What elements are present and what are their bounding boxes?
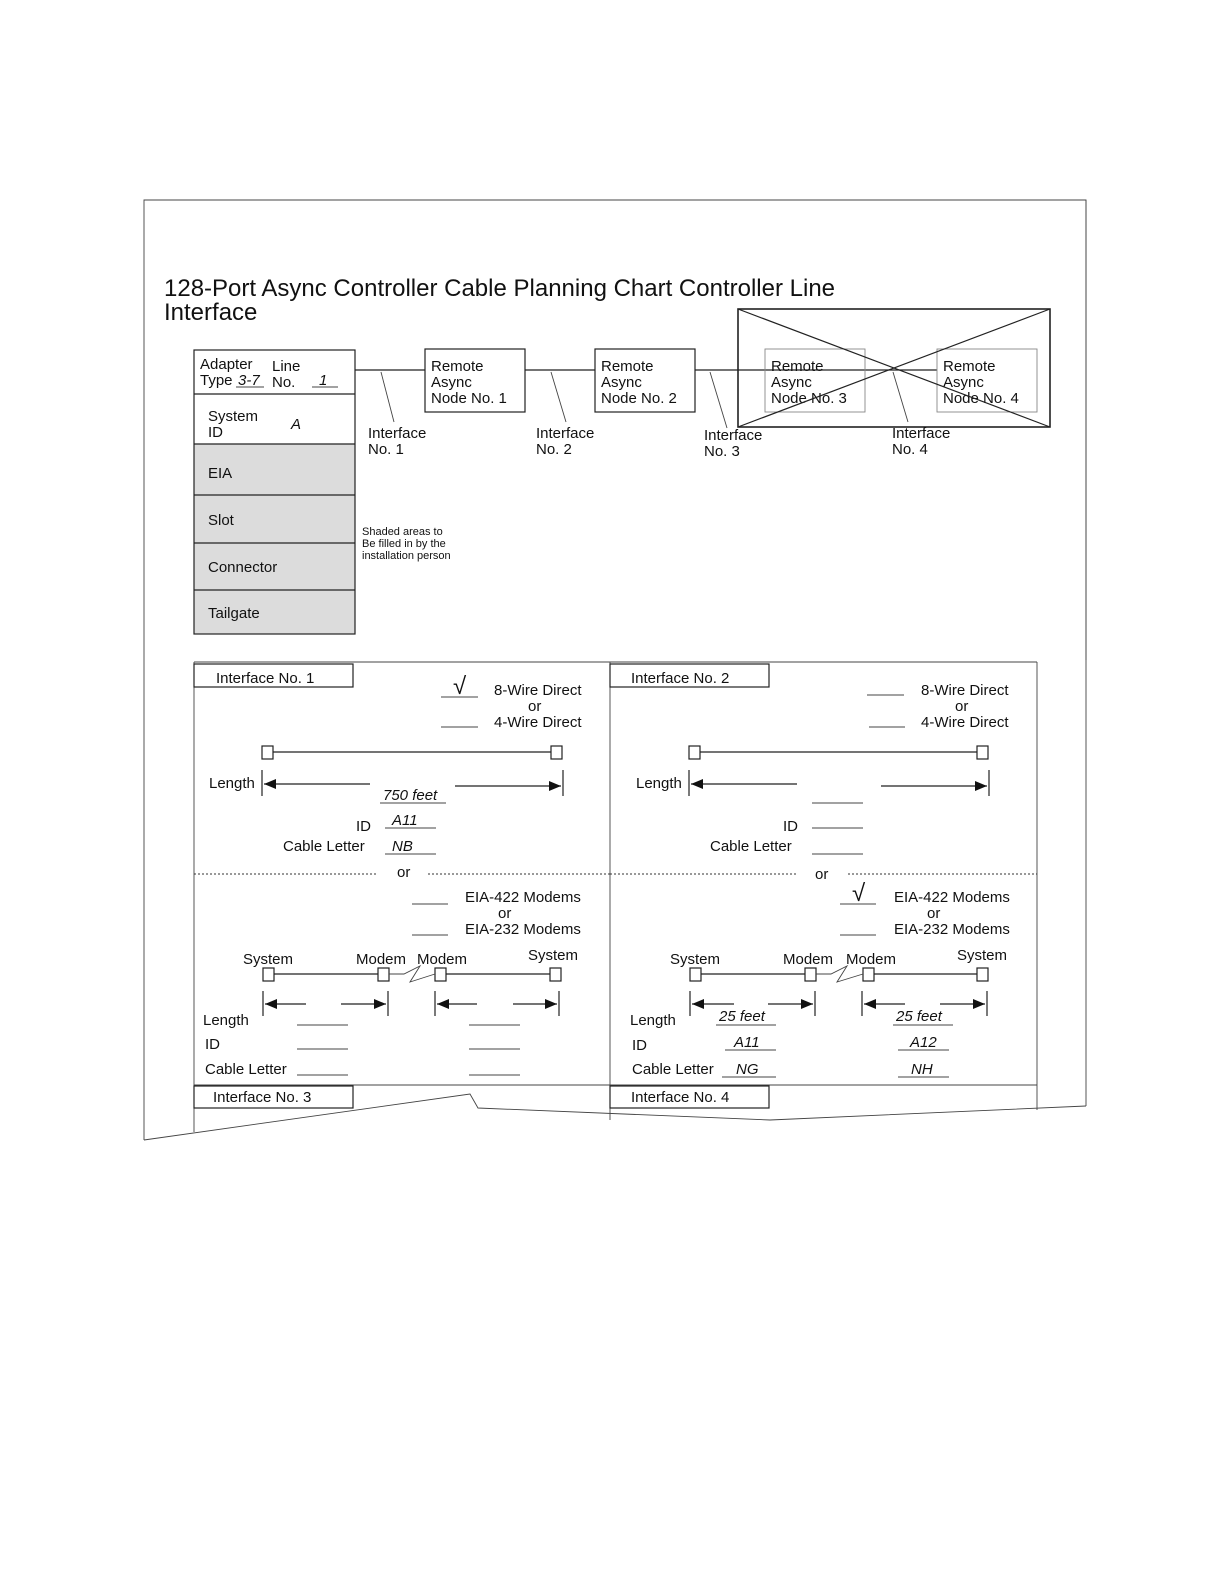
svg-text:ID: ID <box>205 1036 220 1053</box>
svg-text:Remote: Remote <box>431 358 484 375</box>
panel1-length-label: Length <box>209 775 255 792</box>
row-eia: EIA <box>208 465 233 482</box>
panel2-modem-length-left: 25 feet <box>719 1008 765 1025</box>
svg-text:or: or <box>498 905 512 922</box>
chart-title-line2: Interface <box>164 299 258 326</box>
remote-node-3 <box>765 349 865 412</box>
svg-text:No. 4: No. 4 <box>892 441 928 458</box>
svg-text:No. 2: No. 2 <box>536 441 572 458</box>
panel1-direct-id: A11 <box>392 812 418 829</box>
interface-label-3: Interface <box>704 427 763 444</box>
svg-text:Async: Async <box>431 374 472 391</box>
panel2-modem-id-right: A12 <box>910 1034 937 1051</box>
panel1-direct-cable: NB <box>392 838 413 855</box>
svg-text:Remote: Remote <box>943 358 996 375</box>
panel2-modem-cable-left: NG <box>736 1061 759 1078</box>
panel2-length-label: Length <box>636 775 682 792</box>
panel-interface-2 <box>610 664 1010 1078</box>
system-label: System <box>208 408 259 425</box>
interface-label-1: Interface <box>368 425 427 442</box>
system-id-value: A <box>291 416 302 433</box>
svg-text:Async: Async <box>771 374 812 391</box>
svg-text:System: System <box>670 951 721 968</box>
interface-label-2: Interface <box>536 425 595 442</box>
interface-label-4: Interface <box>892 425 951 442</box>
svg-text:System: System <box>957 947 1008 964</box>
panel1-4wire: 4-Wire Direct <box>494 714 582 731</box>
panel2-modem-cable-right: NH <box>911 1061 933 1078</box>
svg-text:Modem: Modem <box>356 951 407 968</box>
svg-text:Length: Length <box>203 1012 249 1029</box>
panel2-eia422: EIA-422 Modems <box>894 889 1010 906</box>
panel-interface-1 <box>194 664 582 1078</box>
panel1-eia422: EIA-422 Modems <box>465 889 581 906</box>
line-no-value: 1 <box>319 372 328 389</box>
panel2-cable-label: Cable Letter <box>710 838 792 855</box>
shaded-note-line2: Be filled in by the <box>362 538 446 550</box>
svg-text:No. 3: No. 3 <box>704 443 740 460</box>
svg-text:Length: Length <box>630 1012 676 1029</box>
svg-text:Node No. 4: Node No. 4 <box>943 390 1019 407</box>
svg-text:Cable Letter: Cable Letter <box>205 1061 287 1078</box>
svg-text:Async: Async <box>601 374 642 391</box>
remote-node-2 <box>595 349 695 412</box>
id-label: ID <box>208 424 223 441</box>
panel2-divider-or: or <box>815 866 829 883</box>
panel1-check-8wire: √ <box>453 673 467 700</box>
panel2-header: Interface No. 2 <box>631 670 730 687</box>
line-label: Line <box>272 358 301 375</box>
type-label: Type <box>200 372 233 389</box>
panel2-modem-id-left: A11 <box>734 1034 760 1051</box>
panel1-8wire: 8-Wire Direct <box>494 682 582 699</box>
svg-text:Node No. 3: Node No. 3 <box>771 390 847 407</box>
svg-text:or: or <box>955 698 969 715</box>
svg-text:Modem: Modem <box>783 951 834 968</box>
svg-text:System: System <box>243 951 294 968</box>
line-no-label: No. <box>272 374 296 391</box>
panel1-cable-label: Cable Letter <box>283 838 365 855</box>
svg-text:Modem: Modem <box>846 951 897 968</box>
panel2-check-eia422: √ <box>852 880 866 907</box>
svg-text:Remote: Remote <box>601 358 654 375</box>
svg-text:Async: Async <box>943 374 984 391</box>
svg-text:or: or <box>927 905 941 922</box>
row-connector: Connector <box>208 559 278 576</box>
panel1-id-label: ID <box>356 818 371 835</box>
svg-text:Cable Letter: Cable Letter <box>632 1061 714 1078</box>
panel1-divider-or: or <box>397 864 411 881</box>
panel2-4wire: 4-Wire Direct <box>921 714 1009 731</box>
row-tailgate: Tailgate <box>208 605 260 622</box>
panel2-modem-length-right: 25 feet <box>896 1008 942 1025</box>
shaded-note-line3: installation person <box>362 550 451 562</box>
svg-text:Modem: Modem <box>417 951 468 968</box>
svg-text:ID: ID <box>632 1037 647 1054</box>
row-slot: Slot <box>208 512 234 529</box>
svg-text:Remote: Remote <box>771 358 824 375</box>
svg-text:or: or <box>528 698 542 715</box>
svg-text:System: System <box>528 947 579 964</box>
chart-title-line1: 128-Port Async Controller Cable Planning Chart Controller Line <box>164 275 836 302</box>
svg-text:Node No. 2: Node No. 2 <box>601 390 677 407</box>
panel1-header: Interface No. 1 <box>216 670 315 687</box>
remote-node-1 <box>425 349 525 412</box>
panel1-eia232: EIA-232 Modems <box>465 921 581 938</box>
adapter-box <box>194 350 355 634</box>
svg-text:Node No. 1: Node No. 1 <box>431 390 507 407</box>
panel1-direct-length: 750 feet <box>383 787 438 804</box>
panel2-8wire: 8-Wire Direct <box>921 682 1009 699</box>
type-value: 3-7 <box>238 372 260 389</box>
panel3-header: Interface No. 3 <box>213 1089 312 1106</box>
panel2-eia232: EIA-232 Modems <box>894 921 1010 938</box>
shaded-note-line1: Shaded areas to <box>362 526 443 538</box>
svg-text:No. 1: No. 1 <box>368 441 404 458</box>
adapter-label: Adapter <box>200 356 253 373</box>
panel4-header: Interface No. 4 <box>631 1089 730 1106</box>
panel2-id-label: ID <box>783 818 798 835</box>
